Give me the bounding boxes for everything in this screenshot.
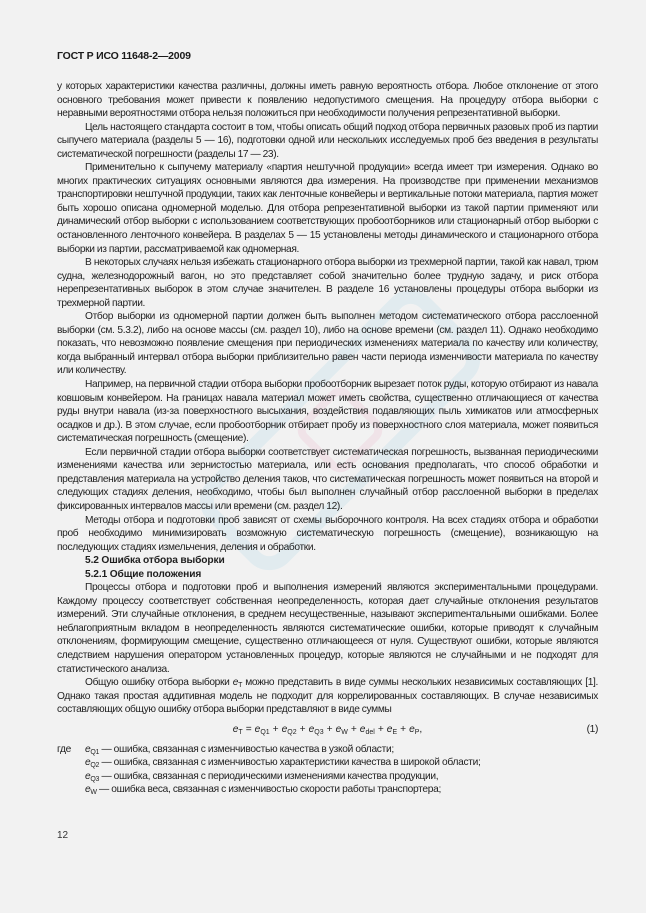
math-symbol: e	[232, 723, 239, 735]
eq-equals: =	[245, 723, 252, 735]
section-heading: 5.2 Ошибка отбора выборки	[85, 555, 225, 567]
math-subscript: Q3	[314, 728, 324, 736]
math-symbol: e	[409, 723, 415, 735]
paragraph: Цель настоящего стандарта состоит в том, чтобы описать общий подход отбора первичных разовых проб из партии сыпучего материала (разделы 5 — 16), подготовки одной или нескольких исследуемых проб без введения в результаты систематической погрешности (разделы 17 — 23).	[57, 121, 598, 160]
math-subscript: Q2	[90, 762, 100, 770]
math-symbol: e	[85, 784, 91, 796]
paragraph: Применительно к сыпучему материалу «партия нештучной продукции» всегда имеет три измерения. Однако во многих практических ситуациях основными являются два измерения. На производстве при применении механизмов транспортировки нештучной продукции, таких как ленточные конвейеры и вертикальные потоки материала, партия может быть хорошо описана одномерной моделью. Для отбора репрезентативной выборки из такой партии применяют или динамический отбор выборки с использованием соответствующих пробоотборников или стационарный отбор выборки с остановленного ленточного конвейера. В разделах 5 — 15 установлены методы динамического и стационарного отбора выборки из партии, рассматриваемой как одномерная.	[57, 162, 598, 255]
where-item	[85, 743, 598, 757]
where-item	[85, 783, 598, 797]
where-block	[57, 743, 598, 797]
math-subscript: W	[341, 728, 348, 736]
eq-term	[409, 724, 419, 735]
eq-plus: +	[377, 723, 384, 735]
math-symbol: e	[232, 677, 239, 689]
math-subscript: W	[90, 789, 97, 797]
equation-1	[57, 721, 598, 741]
math-subscript: T	[238, 682, 242, 690]
eq-trail: ,	[419, 723, 423, 735]
eq-term	[360, 724, 375, 735]
paragraph: В некоторых случаях нельзя избежать стационарного отбора выборки из трехмерной партии, такой как навал, трюм судна, железнодорожный вагон, но это представляет собой значительно более трудную задачу, и риск отбора нерепрезентативных выборок в этом случае значителен. В разделе 16 установлены процедуры отбора выборки из трехмерной партии.	[57, 257, 598, 309]
where-item	[85, 756, 598, 770]
document-body	[57, 80, 598, 797]
paragraph: у которых характеристики качества различны, должны иметь равную вероятность отбора. Любое отклонение от этого основного требования может привести к появлению недопустимого смещения. На процедуру отбора выборки с неравными вероятностями отбора нельзя положиться при необходимости получения репрезентативной выборки.	[57, 81, 598, 120]
math-subscript: Q1	[90, 748, 100, 756]
math-subscript: Q3	[90, 775, 100, 783]
paragraph: Методы отбора и подготовки проб зависят от схемы выборочного контроля. На всех стадиях отбора и обработки проб необходимо минимизировать возможную систематическую погрешность (смещение), возникающую на последующих стадиях измельчения, деления и обработки.	[57, 514, 598, 553]
math-subscript: E	[392, 728, 398, 736]
eq-plus: +	[350, 723, 357, 735]
definition-text: — ошибка, связанная с изменчивостью качества в узкой области;	[99, 743, 394, 755]
eq-plus: +	[400, 723, 407, 735]
eq-term	[309, 724, 324, 735]
subsection-heading: 5.2.1 Общие положения	[85, 568, 202, 580]
where-keyword: где	[57, 743, 71, 755]
text-span: Общую ошибку отбора выборки	[85, 677, 233, 689]
math-symbol: e	[85, 757, 91, 769]
math-symbol: e	[386, 723, 393, 735]
math-symbol: e	[335, 723, 342, 735]
math-subscript: Q1	[260, 728, 270, 736]
math-symbol: e	[281, 723, 288, 735]
eq-terms	[254, 723, 423, 736]
math-symbol: e	[308, 723, 315, 735]
page-number: 12	[57, 830, 69, 841]
total-error-paragraph	[57, 676, 598, 717]
where-items	[85, 743, 598, 797]
eq-term	[387, 724, 397, 735]
math-subscript: P	[414, 728, 420, 736]
math-symbol: e	[85, 743, 91, 755]
eq-term	[282, 724, 297, 735]
paragraph: Если первичной стадии отбора выборки соответствует систематическая погрешность, вызванная периодическими изменениями качества или зернистостью материала, или есть основания предполагать, что способ обработки и представления материала на устройство деления таков, что систематическая погрешность может появиться на второй и следующих стадиях деления, необходимо, чтобы был выполнен случайный отбор расслоенной выборки в пределах фиксированных интервалов массы или времени (см. раздел 12).	[57, 446, 598, 512]
eq-plus: +	[299, 723, 306, 735]
document-header: ГОСТ Р ИСО 11648-2—2009	[57, 50, 191, 62]
math-subscript: T	[238, 728, 243, 736]
math-subscript: del	[365, 728, 375, 736]
where-item	[85, 770, 598, 784]
paragraph: Например, на первичной стадии отбора выборки пробоотборник вырезает поток руды, которую отбирают из навала ковшовым конвейером. На границах навала материал может иметь свойства, существенно отличающиеся от качества руды внутри навала (из-за поверхностного высыхания, воздействия подавляющих пыль химикатов или атмосферных осадков и др.). В этом случае, если пробоотборник отбирает пробу из поверхностного слоя материала, может появиться систематическая погрешность (смещение).	[57, 379, 598, 445]
text-span: можно представить в виде суммы нескольких независимых составляющих [1]. Однако такая простая аддитивная модель не подходит для коррелированных составляющих. В случае независимых составляющих общую ошибку отбора выборки представляют в виде суммы	[57, 677, 599, 716]
math-subscript: Q2	[287, 728, 297, 736]
math-symbol: e	[254, 723, 261, 735]
math-symbol: e	[85, 770, 91, 782]
definition-text: — ошибка, связанная с изменчивостью характеристики качества в широкой области;	[99, 757, 481, 769]
eq-plus: +	[272, 723, 279, 735]
definition-text: — ошибка веса, связанная с изменчивостью скорости работы транспортера;	[96, 784, 442, 796]
paragraph: Процессы отбора и подготовки проб и выполнения измерений являются экспериментальными процедурами. Каждому процессу соответствует собственная неопределенность, которая дает случайные отклонения результатов измерений. Эти случайные отклонения, в среднем несущественные, называют экспериmентальными ошибками. Более неблагоприятным вкладом в неопределенность являются систематические ошибки, которые приводят к случайным отклонениям, формирующим смещение, существенно отличающееся от нуля. Существуют ошибки, которые являются следствием нарушения оператором установленных процедур, которые являются не случайными и не подходят для статистического анализа.	[57, 582, 598, 675]
equation-formula	[57, 723, 598, 737]
paragraph: Отбор выборки из одномерной партии должен быть выполнен методом систематического отбора расслоенной выборки (см. 5.3.2), либо на основе массы (см. раздел 10), либо на основе времени (см. раздел 11). Однако необходимо показать, что невозможно появление смещения при периодических изменениях материала по качеству или количеству, когда выбранный интервал отбора выборки приблизительно равен части периода изменчивости материала по качеству или количеству.	[57, 311, 598, 377]
eq-term	[255, 724, 270, 735]
eq-lhs	[233, 724, 243, 735]
eq-plus: +	[326, 723, 333, 735]
equation-number: (1)	[586, 723, 598, 735]
eq-term	[336, 724, 348, 735]
definition-text: — ошибка, связанная с периодическими изменениями качества продукции,	[99, 770, 439, 782]
math-symbol: e	[359, 723, 366, 735]
